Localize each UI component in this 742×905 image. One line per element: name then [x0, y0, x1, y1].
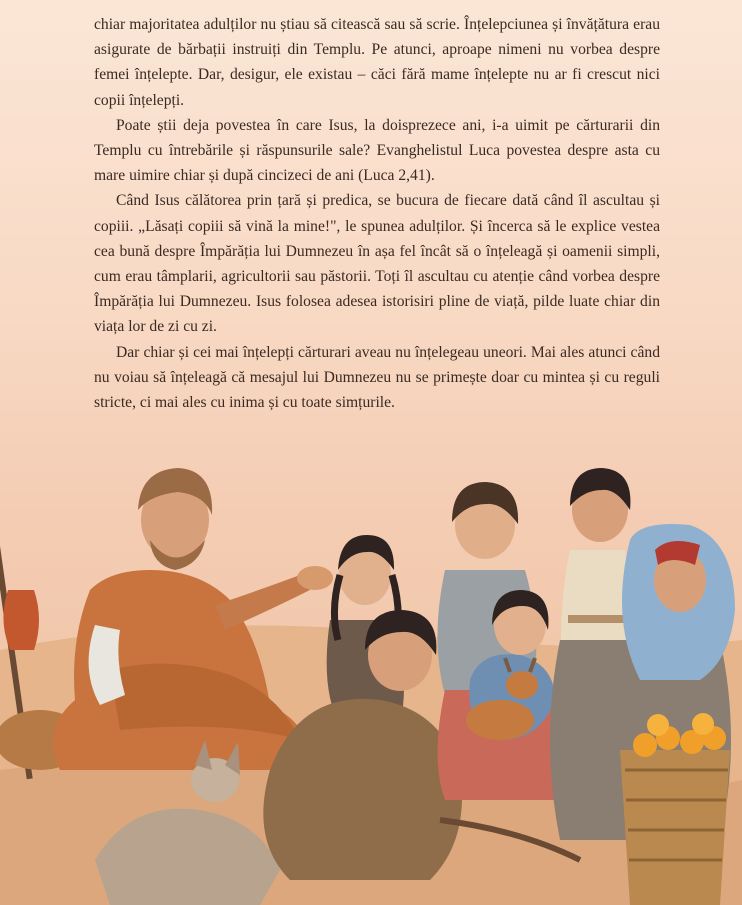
paragraph: Când Isus călătorea prin țară și predica, se bucura de fiecare dată când îl ascultau și copiii. „Lăsați copiii să vină la mine!", le spunea adulților. Și încerca să le explice vestea cea bună despre Împărăția lui Dumnezeu în așa fel încât să o înțeleagă și oamenii simpli, cum erau tâmplarii, agricultorii sau păstorii. Toți îl ascultau cu atenție când vorbea despre Împărăția lui Dumnezeu. Isus folosea adesea istorisiri pline de viață, pilde luate chiar din viața lor de zi cu zi. [94, 192, 660, 336]
jesus-figure [53, 468, 333, 770]
body-text [94, 12, 660, 415]
jesus-arm [215, 575, 310, 630]
paragraph: Dar chiar și cei mai înțelepți cărturari aveau nu înțelegeau uneori. Mai ales atunci când nu voiau să înțeleagă că mesajul lui Dumnezeu nu se primește doar cu mintea și cu reguli stricte, ci mai ales cu inima și cu toate simțurile. [94, 343, 660, 412]
clay-jar [3, 590, 39, 650]
paragraph: chiar majoritatea adulților nu știau să citească sau să scrie. Înțelepciunea și învățătura erau asigurate de bărbații instruiți din Templu. Pe atunci, aproape nimeni nu vorbea despre femei înțelepte. Dar, desigur, ele existau – căci fără mame înțelepte nu ar fi crescut nici copii înțelepți. [94, 16, 660, 109]
basket-icon [620, 713, 730, 905]
illustration-scene [0, 440, 742, 905]
jesus-hand [297, 566, 333, 590]
paragraph: Poate știi deja povestea în care Isus, la doisprezece ani, i-a uimit pe cărturarii din Templu cu întrebările și răspunsurile sale? Evanghelistul Luca povestea despre asta cu mare uimire chiar și după cincizeci de ani (Luca 2,41). [94, 116, 660, 185]
